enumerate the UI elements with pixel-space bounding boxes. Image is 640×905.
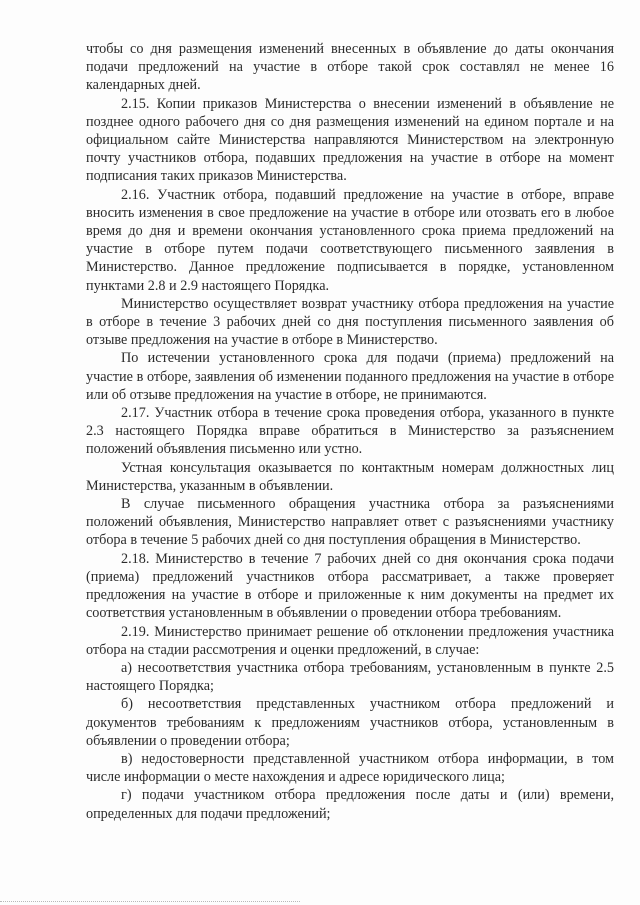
- paragraph-2-15: 2.15. Копии приказов Министерства о внесении изменений в объявление не позднее одного рабочего дня со дня размещения изменений на едином портале и на официальном сайте Министерства направляются Министерством на электронную почту участников отбора, подавших предложения на участие в отборе на момент подписания таких приказов Министерства.: [86, 95, 614, 185]
- list-item-a: а) несоответствия участника отбора требованиям, установленным в пункте 2.5 настоящего Порядка;: [86, 659, 614, 695]
- list-item-v: в) недостоверности представленной участником отбора информации, в том числе информации о месте нахождения и адресе юридического лица;: [86, 750, 614, 786]
- paragraph-return: Министерство осуществляет возврат участнику отбора предложения на участие в отборе в течение 3 рабочих дней со дня поступления письменного заявления об отзыве предложения на участие в отборе в Министерство.: [86, 295, 614, 349]
- paragraph-2-16: 2.16. Участник отбора, подавший предложение на участие в отборе, вправе вносить изменения в свое предложение на участие в отборе или отозвать его в любое время до дня и времени окончания установленного срока приема предложений на участие в отборе путем подачи соответствующего письменного заявления в Министерство. Данное предложение подписывается в порядке, установленном пунктами 2.8 и 2.9 настоящего Порядка.: [86, 186, 614, 294]
- scan-edge-line: [0, 901, 300, 902]
- list-item-g: г) подачи участником отбора предложения после даты и (или) времени, определенных для подачи предложений;: [86, 787, 614, 822]
- paragraph-2-17: 2.17. Участник отбора в течение срока проведения отбора, указанного в пункте 2.3 настоящего Порядка вправе обратиться в Министерство за разъяснением положений объявления письменно или устно.: [86, 405, 614, 458]
- paragraph-2-18: 2.18. Министерство в течение 7 рабочих дней со дня окончания срока подачи (приема) предложений участников отбора рассматривает, а также проверяет предложения на участие в отборе и приложенные к ним документы на предмет их соответствия установленным в объявлении о проведении отбора требованиям.: [86, 550, 614, 622]
- document-body: [86, 40, 614, 823]
- paragraph-deadline-expiry: По истечении установленного срока для подачи (приема) предложений на участие в отборе, заявления об изменении поданного предложения на участие в отборе или об отзыве предложения на участие в отборе, не принимаются.: [86, 350, 614, 403]
- paragraph-2-19: 2.19. Министерство принимает решение об отклонении предложения участника отбора на стадии рассмотрения и оценки предложений, в случае:: [86, 623, 614, 658]
- list-item-b: б) несоответствия представленных участником отбора предложений и документов требованиям к предложениям участников отбора, установленным в объявлении о проведении отбора;: [86, 696, 614, 749]
- paragraph-written-request: В случае письменного обращения участника отбора за разъяснениями положений объявления, Министерство направляет ответ с разъяснениями участнику отбора в течение 5 рабочих дней со дня поступления обращения в Министерство.: [86, 496, 614, 549]
- paragraph-continuation: чтобы со дня размещения изменений внесенных в объявление до даты окончания подачи предложений на участие в отборе такой срок составлял не менее 16 календарных дней.: [86, 41, 614, 94]
- paragraph-oral-consultation: Устная консультация оказывается по контактным номерам должностных лиц Министерства, указанным в объявлении.: [86, 459, 614, 494]
